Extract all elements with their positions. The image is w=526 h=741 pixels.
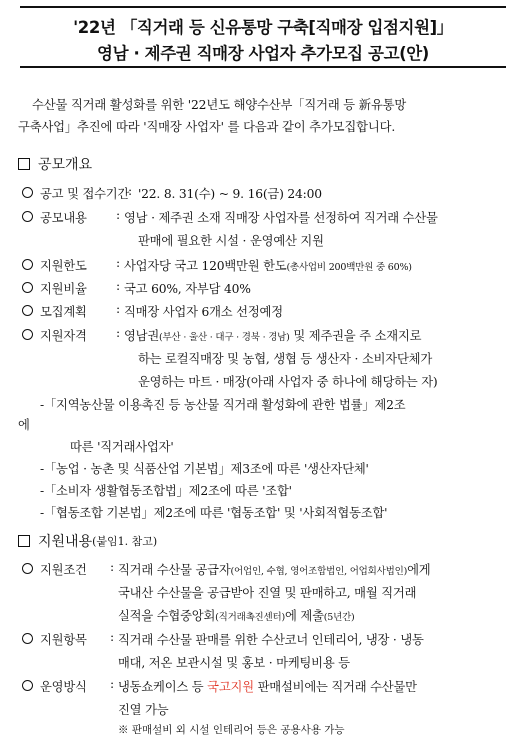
circle-bullet-icon — [22, 282, 33, 293]
item-label: 지원조건 — [40, 563, 87, 577]
footnote: ※ 판매설비 외 시설 인테리어 등은 공용사용 가능 — [118, 724, 345, 736]
law-reference: -「농업 · 농촌 및 식품산업 기본법」제3조에 따른 '생산자단체' — [40, 462, 369, 476]
item-text: 국고 60%, 자부담 40% — [124, 282, 251, 296]
item-text-continued: 국내산 수산물을 공급받아 진열 및 판매하고, 매월 직거래 — [118, 586, 417, 600]
intro-paragraph — [18, 94, 512, 138]
section-heading-support — [18, 531, 157, 551]
circle-bullet-icon — [22, 633, 33, 644]
intro-line: 수산물 직거래 활성화를 위한 '22년도 해양수산부「직거래 등 新유통망 — [32, 98, 407, 112]
item-note-small: (직거래촉진센터) — [215, 612, 285, 623]
section-heading-overview — [18, 154, 92, 174]
section-title: 공모개요 — [38, 157, 93, 173]
item-note-small: (어업인, 수협, 영어조합법인, 어업회사법인) — [230, 566, 408, 577]
item-text: 직매장 사업자 6개소 선정예정 — [124, 305, 283, 319]
item-label: 공모내용 — [40, 211, 87, 225]
item-text-continued: 하는 로컬직매장 및 농협, 생협 등 생산자 · 소비자단체가 — [138, 352, 433, 366]
item-text: '22. 8. 31(수) ~ 9. 16(금) 24:00 — [138, 187, 322, 201]
document-title-line2: 영남 · 제주권 직매장 사업자 추가모집 공고(안) — [97, 44, 429, 63]
item-label: 지원항목 — [40, 633, 87, 647]
circle-bullet-icon — [22, 563, 33, 574]
circle-bullet-icon — [22, 211, 33, 222]
section-title-note: (붙임1. 참고) — [92, 535, 158, 548]
item-label: 지원한도 — [40, 259, 87, 273]
square-bullet-icon — [18, 535, 30, 547]
circle-bullet-icon — [22, 305, 33, 316]
item-label: 공고 및 접수기간 — [40, 187, 130, 201]
circle-bullet-icon — [22, 329, 33, 340]
law-reference-tail: 따른 '직거래사업자' — [70, 440, 174, 454]
document-title-line1: '22년 「직거래 등 신유통망 구축[직매장 입점지원]」 — [73, 18, 453, 37]
item-text-continued: 실적을 수협중앙회 — [118, 609, 216, 623]
item-text: 직거래 수산물 공급자 — [118, 563, 231, 577]
item-text: 영남 · 제주권 소재 직매장 사업자를 선정하여 직거래 수산물 — [124, 211, 438, 225]
highlighted-text: 국고지원 — [207, 680, 254, 694]
item-note-small: (총사업비 200백만원 중 60%) — [286, 262, 412, 273]
item-note-small: (부산 · 울산 · 대구 · 경북 · 경남) — [159, 332, 290, 343]
item-text-continued: 에 제출 — [285, 609, 324, 623]
law-reference: -「협동조합 기본법」제2조에 따른 '협동조합' 및 '사회적협동조합' — [40, 506, 388, 520]
circle-bullet-icon — [22, 680, 33, 691]
item-label: 지원자격 — [40, 329, 87, 343]
item-label: 모집계획 — [40, 305, 87, 319]
item-text-continued: 운영하는 마트 · 매장(아래 사업자 중 하나에 해당하는 자) — [138, 375, 438, 389]
item-text: 직거래 수산물 판매를 위한 수산코너 인테리어, 냉장 · 냉동 — [118, 633, 424, 647]
section-title: 지원내용 — [38, 534, 93, 550]
item-text: 사업자당 국고 120백만원 한도 — [124, 259, 287, 273]
law-reference: -「지역농산물 이용촉진 등 농산물 직거래 활성화에 관한 법률」제2조 — [40, 398, 406, 412]
item-text-continued: 매대, 저온 보관시설 및 홍보 · 마케팅비용 등 — [118, 656, 350, 670]
item-text: 냉동쇼케이스 등 — [118, 680, 208, 694]
law-reference: -「소비자 생활협동조합법」제2조에 따른 '조합' — [40, 484, 292, 498]
item-text-continued: 진열 가능 — [118, 703, 169, 717]
circle-bullet-icon — [22, 187, 33, 198]
title-box — [20, 6, 506, 68]
intro-line: 구축사업」추진에 따라 '직매장 사업자' 를 다음과 같이 추가모집합니다. — [18, 120, 396, 134]
item-text: 영남권 — [124, 329, 160, 343]
item-label: 지원비율 — [40, 282, 87, 296]
item-note-small: (5년간) — [323, 612, 355, 623]
item-text-continued: 판매에 필요한 시설 · 운영예산 지원 — [138, 234, 324, 248]
item-label: 운영방식 — [40, 680, 87, 694]
square-bullet-icon — [18, 158, 30, 170]
item-text: 및 제주권을 주 소재지로 — [289, 329, 422, 343]
law-reference-wrap: 에 — [18, 418, 30, 432]
item-text: 판매설비에는 직거래 수산물만 — [253, 680, 417, 694]
item-text: 에게 — [407, 563, 431, 577]
circle-bullet-icon — [22, 259, 33, 270]
